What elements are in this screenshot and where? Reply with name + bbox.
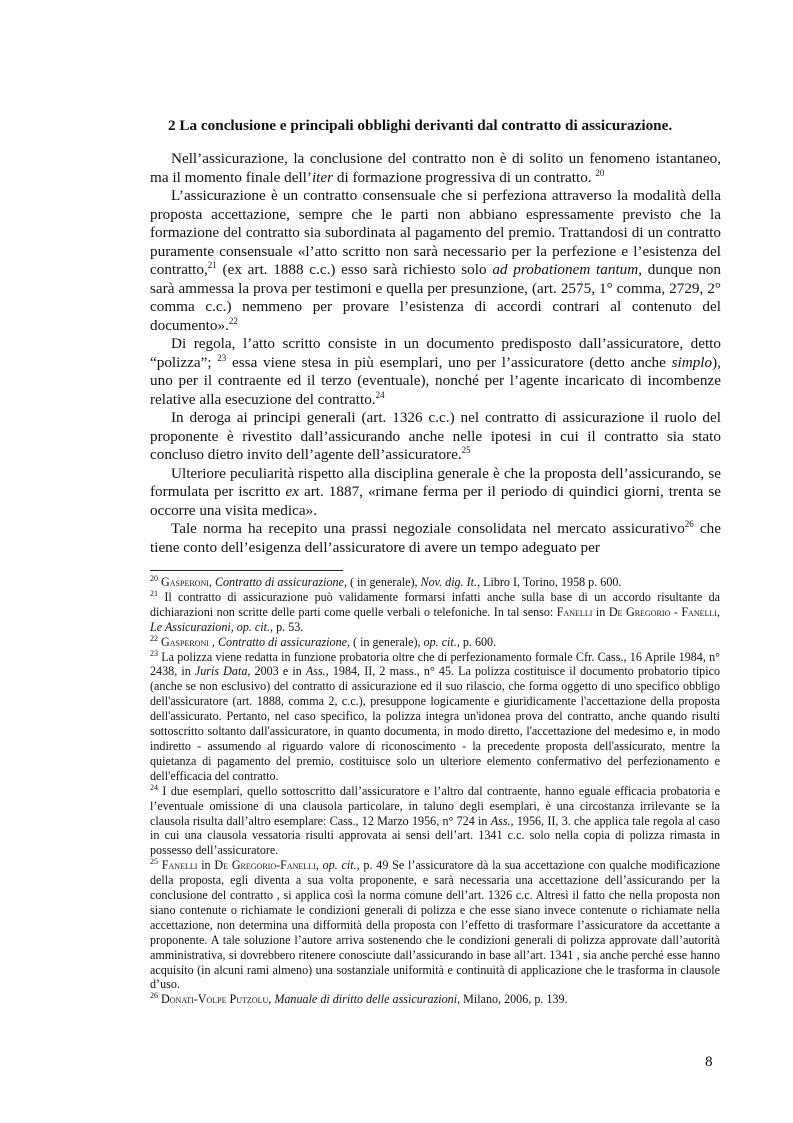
italic-term: ex: [285, 483, 300, 500]
author-name: Fanelli: [556, 604, 593, 619]
footnotes: [150, 575, 720, 1007]
text-run: ( in generale),: [350, 634, 424, 649]
author-name: De Gregorio - Fanelli: [608, 604, 717, 619]
footnote-20: $^{20}$ Gasperoni, Contratto di assicurazione, ( in generale), Nov. dig. It., Libro I, Torino, 1958 p. 600.: [150, 574, 622, 589]
text-run: ( in generale),: [346, 575, 421, 589]
text-run: (ex art. 1888 c.c.) esso sarà richiesto solo: [216, 261, 493, 278]
page-number: 8: [705, 1053, 713, 1070]
text-run: L’assicurazione è un contratto consensuale che si perfeziona attraverso la modalità della proposta accettazione, sempre che le parti non abbiano espressamente previsto che la formazione del contratto sia subordinata al pagamento del premio. Trattandosi di un contratto puramente consensuale «l’atto scritto non sarà necessario per la perfezione e l’esistenza del contratto,: [150, 187, 721, 278]
footnote-24: [150, 784, 720, 859]
paragraph-6: [150, 520, 721, 557]
text-run: ,: [208, 634, 218, 649]
author-name: De Gregorio-Fanelli: [214, 858, 316, 873]
author-name: Fanelli: [161, 858, 198, 873]
footnote-number: 23: [150, 648, 158, 658]
section-heading: 2 La conclusione e principali obblighi derivanti dal contratto di assicurazione.: [168, 117, 673, 134]
text-run: ), uno per il contraente ed il terzo (eventuale), nonché per l’agente incaricato di incombenze relative alla esecuzione del contratto.: [150, 353, 721, 408]
footnote-ref-21[interactable]: 21: [207, 260, 217, 270]
citation-abbrev: op. cit.,: [322, 858, 360, 873]
footnote-21: [150, 590, 720, 635]
work-title: Contratto di assicurazione,: [214, 575, 347, 589]
footnote-number: 25: [150, 857, 158, 867]
footnote-26: [150, 992, 720, 1007]
text-run: I due esemplari, quello sottoscritto dall’assicuratore e l’altro dal contraente, hanno eguale efficacia probatoria e l’eventuale omissione di una clausola particolare, in taluno degli esemplari, è una circostanza irrilevante se la clausola risulta dall’altro esemplare: Cass., 12 Marzo 1956, n° 724 in: [150, 783, 720, 828]
footnote-number: 21: [150, 588, 158, 598]
footnote-25: [150, 858, 720, 992]
italic-term: iter: [311, 168, 334, 186]
text-run: , p. 600.: [456, 634, 497, 649]
author-name: Gasperoni: [161, 634, 209, 649]
text-run: , Milano, 2006, p. 139.: [457, 992, 568, 1007]
footnote-23: [150, 650, 720, 784]
journal-title: Ass.,: [305, 664, 329, 679]
paragraph-3: [150, 335, 721, 409]
text-run: in: [197, 858, 215, 873]
footnote-22: [150, 635, 720, 650]
journal-title: Nov. dig. It.: [420, 575, 478, 589]
footnote-number: 20: [150, 574, 158, 583]
footnote-number: 24: [150, 782, 158, 792]
text-run: ,: [315, 858, 323, 873]
journal-title: Juris Data,: [194, 664, 251, 679]
journal-title: Ass.,: [490, 813, 514, 828]
italic-term: ad probationem tantum: [492, 261, 639, 278]
text-run: 1984, II, 2 mass., n° 45. La polizza costituisce il documento probatorio tipico (anche se non esclusivo) del contratto di assicurazione ed il suo rilascio, che forma oggetto di uno specifico obbligo dell'assicuratore (art. 1888, comma 2, c.c.), presuppone logicamente e giuridicamente l'accettazione della proposta dell'assicurato. Pertanto, nel caso specifico, la polizza integra un'idonea prova del contratto, anche quando risulti sottoscritto soltanto dall'assicuratore, in quanto documenta, in modo diretto, l'accettazione del medesimo e, in modo indiretto - assumendo al riguardo valore di riconoscimento - la precedente proposta dell'assicurato, mentre la quietanza di pagamento del premio, costituisce solo un ulteriore elemento confermativo del perfezionamento e dell'efficacia del contratto.: [150, 664, 721, 783]
footnote-ref-24[interactable]: 24: [375, 389, 385, 400]
text-run: art. 1887, «rimane ferma per il periodo di quindici giorni, trenta se occorre una visita medica».: [150, 483, 721, 519]
author-name: Donati-Volpe Putzolu: [161, 992, 269, 1007]
footnote-ref-25[interactable]: 25: [461, 445, 471, 455]
footnote-number: 26: [150, 991, 158, 1001]
work-title: Manuale di diritto delle assicurazioni: [274, 992, 458, 1007]
footnote-ref-26[interactable]: 26: [684, 519, 694, 529]
footnote-number: 22: [150, 633, 158, 643]
text-run: p. 49 Se l’assicuratore dà la sua accettazione con qualche modificazione della proposta, egli diventa a sua volta proponente, e sarà necessaria una accettazione dell’assicurando per la conclusione del contratto , si applica così la norma comune dell’art. 1326 c.c. Altresì il fatto che nella proposta non siano contenute o richiamate le condizioni generali di polizza e che esse siano invece contenute o richiamate nella accettazione, non determina una difformità della proposta con l’effetto di trasformare l’assicuratore da accettante a proponente. A tale soluzione l’autore arriva sostenendo che le condizioni generali di polizza approvate dall’autorità amministrativa, si dovrebbero ritenere conosciute dall’assicurando in base all’art. 1341 , sia anche perché esse hanno acquisito (in alcuni rami almeno) una sostanziale uniformità e continuità di applicazione che le trasforma in clausole d’uso.: [150, 858, 720, 992]
text-run: in: [592, 604, 609, 619]
paragraph-5: [150, 465, 721, 521]
footnote-ref-23[interactable]: 23: [217, 352, 227, 363]
footnote-ref-20[interactable]: 20: [595, 167, 605, 178]
text-run: Ulteriore peculiarità rispetto alla disciplina generale è che la proposta dell’assicurando, se formulata per iscritto: [150, 464, 721, 500]
body-text: [150, 150, 721, 557]
text-run: La polizza viene redatta in funzione probatoria oltre che di perfezionamento formale Cfr. Cass., 16 Aprile 1984, n° 2438, in: [150, 649, 720, 679]
work-title: Le Assicurazioni, op. cit.,: [150, 619, 274, 634]
text-run: ,: [716, 604, 720, 619]
paragraph-2: [150, 187, 721, 335]
text-run: ,: [268, 992, 275, 1007]
text-run: che tiene conto dell’esigenza dell’assicuratore di avere un tempo adeguato per: [150, 520, 721, 556]
text-run: , Libro I, Torino, 1958 p. 600.: [477, 575, 622, 589]
text-run: essa viene stesa in più esemplari, uno per l’assicuratore (detto anche: [226, 353, 672, 371]
text-run: In deroga ai principi generali (art. 1326 c.c.) nel contratto di assicurazione il ruolo del proponente è rivestito dall’assicurando anche nelle ipotesi in cui il contratto sia stato concluso dietro invito dell’agente dell’assicuratore.: [150, 409, 721, 463]
text-run: 2003 e in: [250, 664, 306, 679]
text-run: Di regola, l’atto scritto consiste in un documento predisposto dall’assicuratore, detto “polizza”;: [150, 335, 721, 371]
footnote-separator: [150, 570, 343, 571]
paragraph-1: [150, 150, 721, 187]
text-run: Il contratto di assicurazione può validamente formarsi infatti anche sulla base di un accordo risultante da dichiarazioni non scritte delle parti come quelle verbali o telefoniche. In tal senso:: [150, 589, 720, 619]
text-run: Nell’assicurazione, la conclusione del contratto non è di solito un fenomeno istantaneo, ma il momento finale dell’: [150, 150, 721, 186]
text-run: Tale norma ha recepito una prassi negoziale consolidata nel mercato assicurativo: [171, 520, 685, 537]
text-run: p. 53.: [273, 619, 304, 634]
text-run: 1956, II, 3. che applica tale regola al caso in cui una clausola vessatoria risulti approvata ai sensi dell’art. 1341 c.c. solo nella copia di polizza rimasta in possesso dell’assicuratore.: [150, 813, 720, 858]
author-name: Gasperoni: [161, 575, 209, 589]
citation-abbrev: op. cit.: [423, 634, 457, 649]
text-run: , dunque non sarà ammessa la prova per testimoni e quella per presunzione, (art. 2575, 1° comma, 2729, 2° comma c.c.) nemmeno per provare l’esistenza di accordi contrari al contenuto del documento».: [150, 261, 721, 334]
paragraph-4: [150, 409, 721, 465]
work-title: Contratto di assicurazione,: [217, 634, 351, 649]
italic-term: simplo: [671, 353, 713, 371]
footnote-ref-22[interactable]: 22: [228, 315, 238, 326]
text-run: di formazione progressiva di un contratto.: [333, 168, 596, 186]
